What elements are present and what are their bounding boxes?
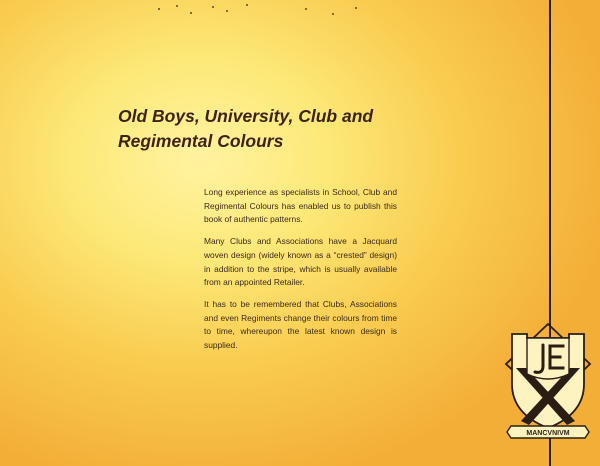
page-title bbox=[118, 104, 418, 154]
heraldic-shield-logo bbox=[503, 322, 593, 446]
monogram-panel bbox=[527, 338, 569, 379]
speck bbox=[332, 13, 334, 15]
speck bbox=[305, 8, 307, 10]
speck bbox=[355, 7, 357, 9]
paragraph-3: It has to be remembered that Clubs, Associations and even Regiments change their colours from time to time, whereupon the latest known design is supplied. bbox=[204, 298, 397, 351]
speck bbox=[246, 4, 248, 6]
speck bbox=[226, 10, 228, 12]
paragraph-1: Long experience as specialists in School, Club and Regimental Colours has enabled us to publish this book of authentic patterns. bbox=[204, 187, 397, 225]
speck bbox=[212, 6, 214, 8]
speck bbox=[176, 5, 178, 7]
title-line-1: Old Boys, University, Club and bbox=[118, 106, 374, 126]
speck bbox=[158, 8, 160, 10]
body-text bbox=[204, 186, 397, 361]
speck bbox=[190, 12, 192, 14]
title-line-2: Regimental Colours bbox=[118, 131, 284, 151]
paragraph-2: Many Clubs and Associations have a Jacquard woven design (widely known as a “crested” design) in addition to the stripe, which is usually available from an appointed Retailer. bbox=[204, 236, 397, 288]
motto-text: MANCVNIVM bbox=[526, 430, 570, 438]
